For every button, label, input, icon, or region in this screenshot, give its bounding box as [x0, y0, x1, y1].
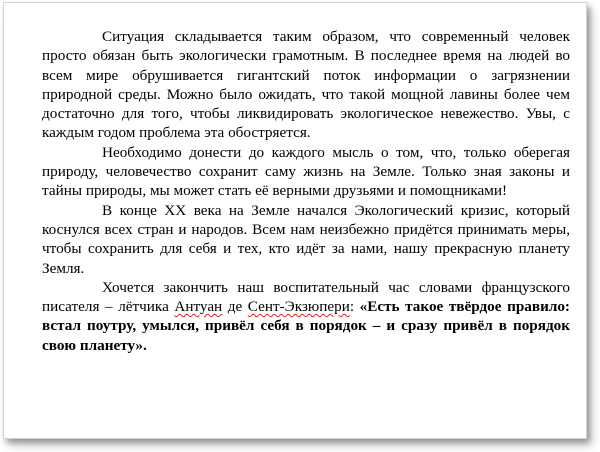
document-page-frame [3, 2, 587, 439]
author-first-name[interactable]: Антуан [174, 298, 223, 316]
paragraph-ecological-crisis: В конце XX века на Земле начался Экологический кризис, который коснулся всех стран и народов. Всем нам неизбежно придётся принимать меры, чтобы сохранить для себя и тех, кто идёт за нами, нашу прекрасную планету Земля. [42, 201, 570, 277]
closing-intro-text: Хочется закончить наш воспитательный час словами французского писателя – лётчика [42, 278, 570, 316]
author-particle: де [222, 298, 248, 316]
paragraph-closing-quote [42, 278, 570, 355]
colon-text: : [349, 298, 360, 316]
document-body [42, 27, 570, 355]
paragraph-protect-nature: Необходимо донести до каждого мысль о том, что, только оберегая природу, человечество сохранит саму жизнь на Земле. Только зная законы и тайны природы, мы может стать её верными друзьями и помощниками! [42, 143, 570, 200]
saint-exupery-quote: «Есть такое твёрдое правило: встал поутру, умылся, привёл себя в порядок – и сразу привёл в порядок свою планету». [42, 298, 570, 354]
paragraph-ecological-literacy: Ситуация складывается таким образом, что современный человек просто обязан быть экологически грамотным. В последнее время на людей во всем мире обрушивается гигантский поток информации о загрязнении природной среды. Можно было ожидать, что такой мощной лавины более чем достаточно для того, чтобы ликвидировать экологическое невежество. Увы, с каждым годом проблема эта обостряется. [42, 28, 570, 142]
author-last-name[interactable]: Сент-Экзюпери [247, 298, 350, 316]
